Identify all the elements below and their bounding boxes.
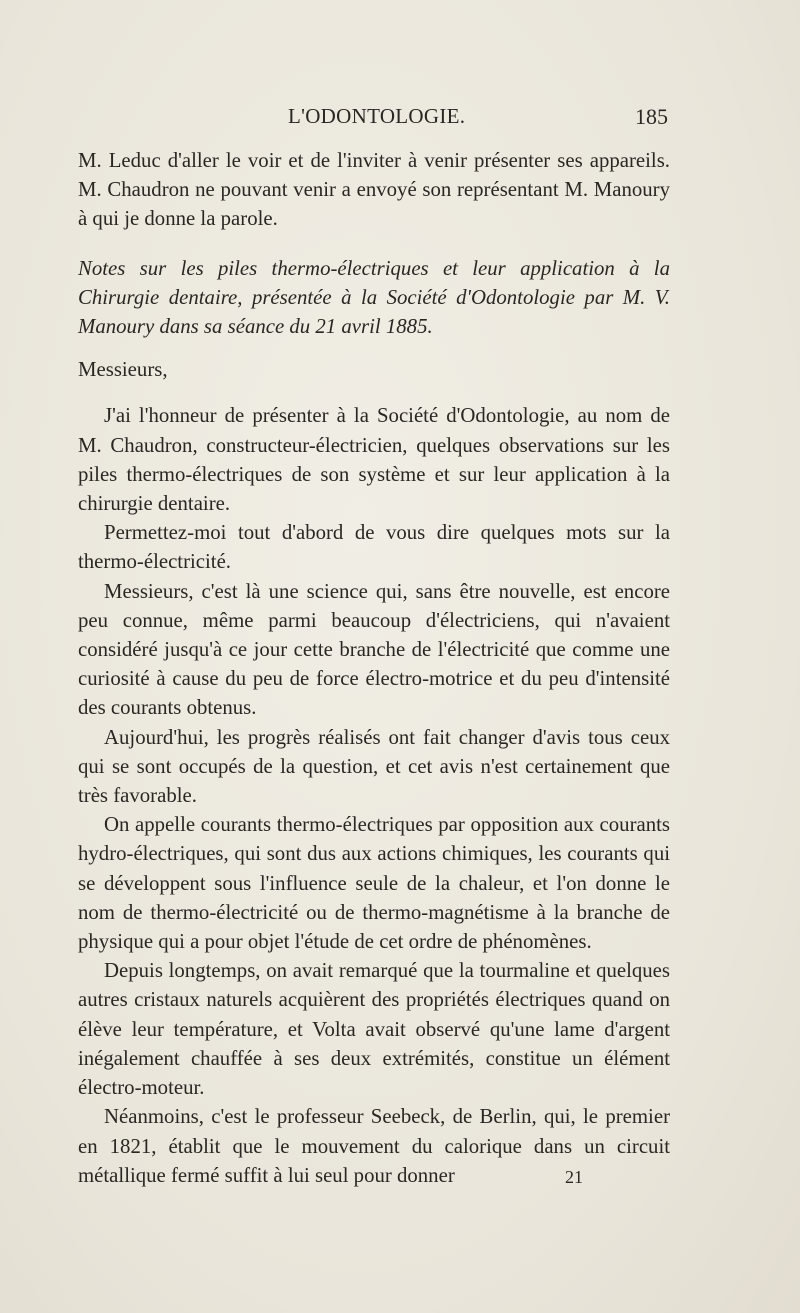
paragraph-1: J'ai l'honneur de présenter à la Société d'Odontologie, au nom de M. Chaudron, constructeur-électricien, quelques observations sur les piles thermo-électriques de son système et sur leur application à la chirurgie dentaire. bbox=[78, 404, 670, 516]
paragraph-3: Messieurs, c'est là une science qui, sans être nouvelle, est encore peu connue, même parmi beaucoup d'électriciens, qui n'avaient considéré jusqu'à ce jour cette branche de l'électricité que comme une curiosité à cause du peu de force électro-motrice et du peu d'intensité des courants obtenus. bbox=[78, 579, 670, 720]
running-title: L'ODONTOLOGIE. bbox=[288, 104, 466, 128]
paragraph-4: Aujourd'hui, les progrès réalisés ont fait changer d'avis tous ceux qui se sont occupés de la question, et cet avis n'est certainement que très favorable. bbox=[78, 725, 670, 808]
page-number: 185 bbox=[635, 104, 668, 129]
paragraph-2: Permettez-moi tout d'abord de vous dire quelques mots sur la thermo-électricité. bbox=[78, 521, 670, 574]
paragraph-5: On appelle courants thermo-électriques par opposition aux courants hydro-électriques, qui sont dus aux actions chimiques, les courants qui se développent sous l'influence seule de la chaleur, et l'on donne le nom de thermo-électricité ou de thermo-magnétisme à la branche de physique qui a pour objet l'étude de cet ordre de phénomènes. bbox=[78, 813, 670, 954]
page-body bbox=[78, 146, 670, 1190]
paragraph-6: Depuis longtemps, on avait remarqué que la tourmaline et quelques autres cristaux naturels acquièrent des propriétés électriques quand on élève leur température, et Volta avait observé qu'une lame d'argent inégalement chauffée à ses deux extrémités, constitue un élément électro-moteur. bbox=[78, 959, 670, 1100]
notes-title: Notes sur les piles thermo-électriques et leur application à la Chirurgie dentaire, présentée à la Société d'Odontologie par M. V. Manoury dans sa séance du 21 avril 1885. bbox=[78, 256, 670, 339]
page-header bbox=[78, 104, 668, 134]
signature-mark: 21 bbox=[565, 1167, 583, 1187]
paragraph-7: Néanmoins, c'est le professeur Seebeck, de Berlin, qui, le premier en 1821, établit que le mouvement du calorique dans un circuit métallique fermé suffit à lui seul pour donner bbox=[78, 1105, 670, 1187]
salutation: Messieurs, bbox=[78, 358, 168, 382]
intro-paragraph: M. Leduc d'aller le voir et de l'inviter à venir présenter ses appareils. M. Chaudron ne pouvant venir a envoyé son représentant M. Manoury à qui je donne la parole. bbox=[78, 149, 670, 231]
